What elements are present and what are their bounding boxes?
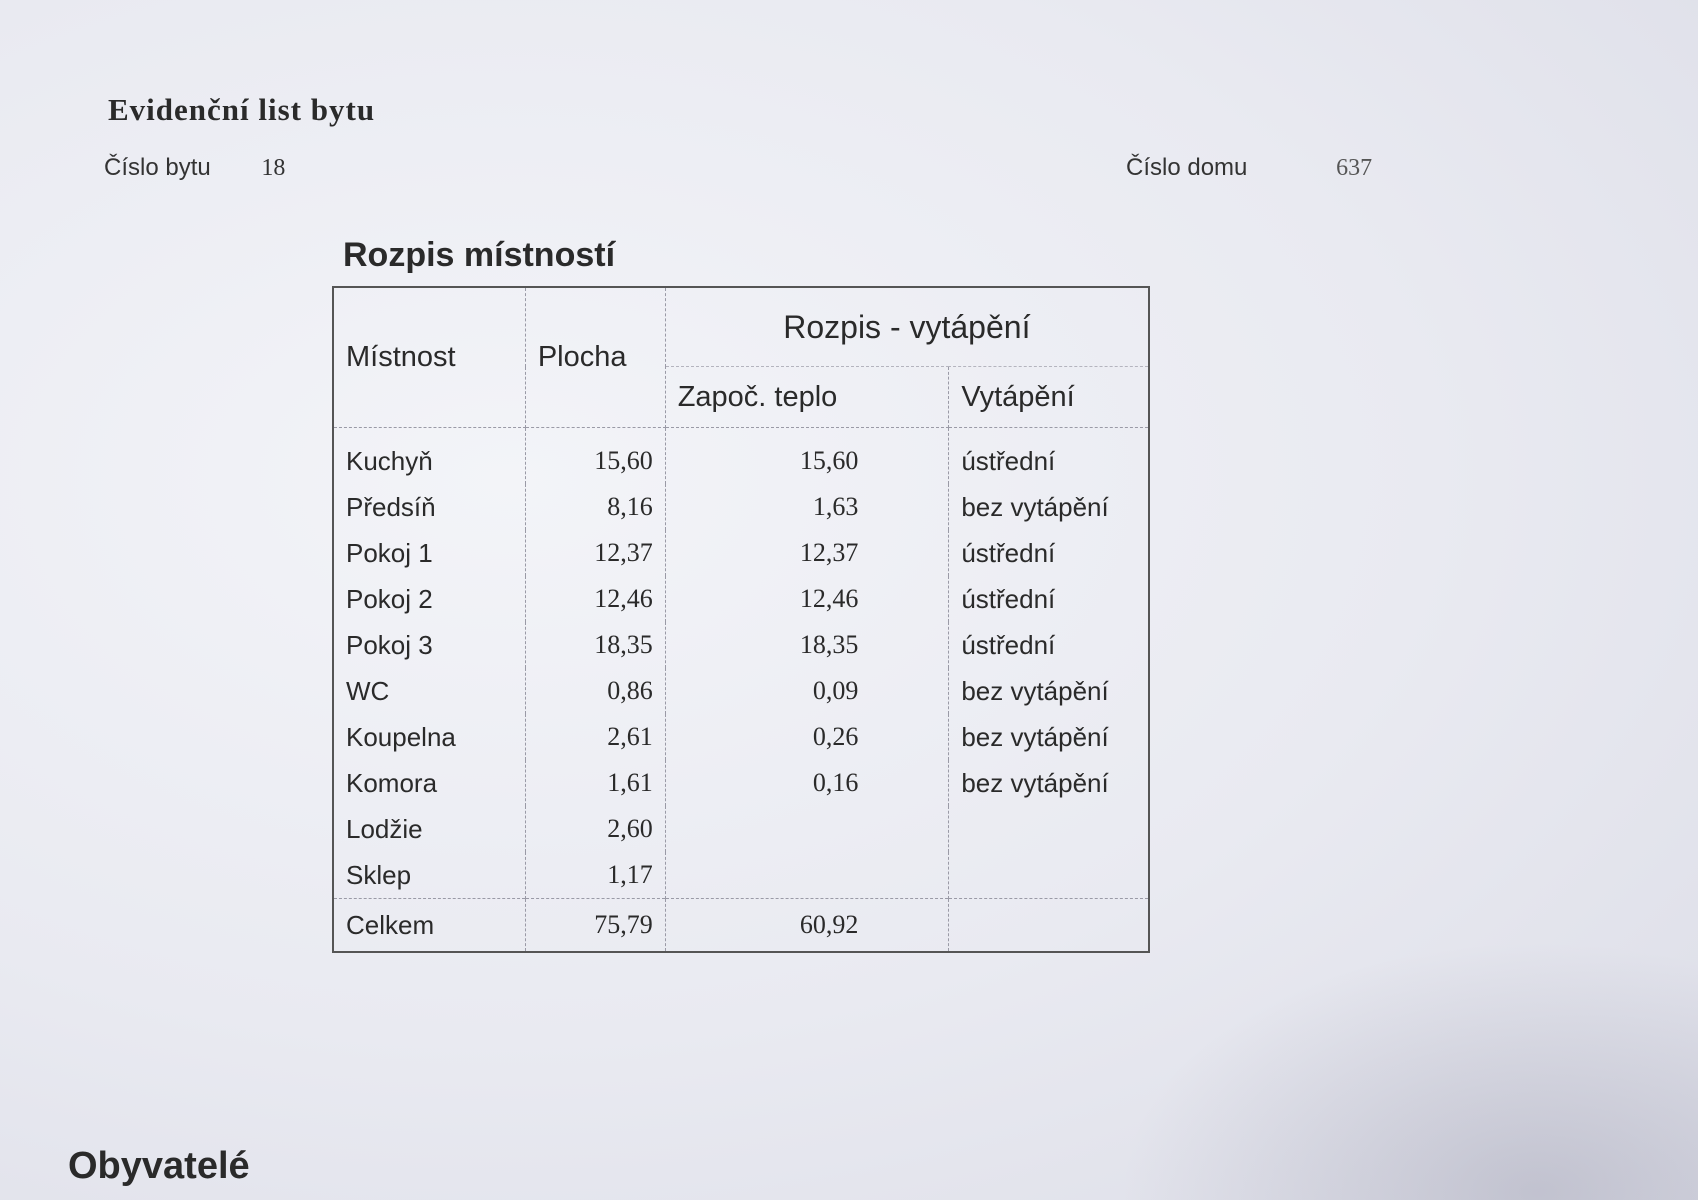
table-row xyxy=(333,714,1149,760)
room-name: Pokoj 1 xyxy=(333,530,525,576)
room-name: Sklep xyxy=(333,852,525,899)
room-area: 2,60 xyxy=(525,806,665,852)
room-heating xyxy=(949,852,1149,899)
total-area: 75,79 xyxy=(525,899,665,953)
header-counted-heat: Započ. teplo xyxy=(665,367,949,428)
rooms-table xyxy=(332,286,1150,953)
house-number-label: Číslo domu xyxy=(1126,154,1248,181)
room-counted-heat: 18,35 xyxy=(665,622,949,668)
total-label: Celkem xyxy=(333,899,525,953)
residents-section-title: Obyvatelé xyxy=(68,1145,250,1187)
room-counted-heat: 15,60 xyxy=(665,428,949,485)
header-heating-group: Rozpis - vytápění xyxy=(665,287,1149,367)
table-row xyxy=(333,760,1149,806)
table-header-row xyxy=(333,287,1149,367)
table-row xyxy=(333,806,1149,852)
room-heating: bez vytápění xyxy=(961,721,1109,752)
room-counted-heat: 12,37 xyxy=(665,530,949,576)
table-row xyxy=(333,852,1149,899)
room-name: Pokoj 3 xyxy=(333,622,525,668)
header-area: Plocha xyxy=(525,287,665,428)
room-counted-heat: 1,63 xyxy=(665,484,949,530)
room-heating xyxy=(949,806,1149,852)
rooms-section-title: Rozpis místností xyxy=(343,236,616,274)
total-row xyxy=(333,899,1149,953)
total-heating-empty xyxy=(949,899,1149,953)
room-heating: ústřední xyxy=(961,537,1056,568)
total-counted-heat: 60,92 xyxy=(665,899,949,953)
table-row xyxy=(333,668,1149,714)
room-heating: ústřední xyxy=(961,629,1056,660)
table-row xyxy=(333,576,1149,622)
room-heating: ústřední xyxy=(961,583,1056,614)
apartment-number-value: 18 xyxy=(261,155,286,181)
room-area: 15,60 xyxy=(525,428,665,485)
room-counted-heat: 12,46 xyxy=(665,576,949,622)
table-row xyxy=(333,530,1149,576)
table-row xyxy=(333,428,1149,485)
room-heating: bez vytápění xyxy=(961,491,1109,522)
page-shadow xyxy=(1118,940,1698,1200)
header-heating: Vytápění xyxy=(949,367,1149,428)
room-heating: bez vytápění xyxy=(961,767,1109,798)
room-name: Kuchyň xyxy=(333,428,525,485)
room-name: Pokoj 2 xyxy=(333,576,525,622)
apartment-number-field xyxy=(104,154,285,182)
header-room: Místnost xyxy=(333,287,525,428)
rooms-table-body xyxy=(333,428,1149,953)
table-row xyxy=(333,622,1149,668)
room-counted-heat: 0,09 xyxy=(665,668,949,714)
room-area: 1,17 xyxy=(525,852,665,899)
house-number-value: 637 xyxy=(1336,155,1373,181)
room-name: Komora xyxy=(333,760,525,806)
room-area: 2,61 xyxy=(525,714,665,760)
room-counted-heat xyxy=(665,806,949,852)
room-counted-heat xyxy=(665,852,949,899)
room-counted-heat: 0,26 xyxy=(665,714,949,760)
room-heating: bez vytápění xyxy=(961,675,1109,706)
room-area: 18,35 xyxy=(525,622,665,668)
room-area: 8,16 xyxy=(525,484,665,530)
room-name: WC xyxy=(333,668,525,714)
room-name: Předsíň xyxy=(333,484,525,530)
room-name: Koupelna xyxy=(333,714,525,760)
room-area: 12,46 xyxy=(525,576,665,622)
room-area: 0,86 xyxy=(525,668,665,714)
room-area: 1,61 xyxy=(525,760,665,806)
room-counted-heat: 0,16 xyxy=(665,760,949,806)
document-title: Evidenční list bytu xyxy=(108,92,376,127)
apartment-number-label: Číslo bytu xyxy=(104,154,211,181)
room-area: 12,37 xyxy=(525,530,665,576)
room-heating: ústřední xyxy=(961,445,1056,476)
table-row xyxy=(333,484,1149,530)
house-number-field xyxy=(1126,154,1372,182)
room-name: Lodžie xyxy=(333,806,525,852)
